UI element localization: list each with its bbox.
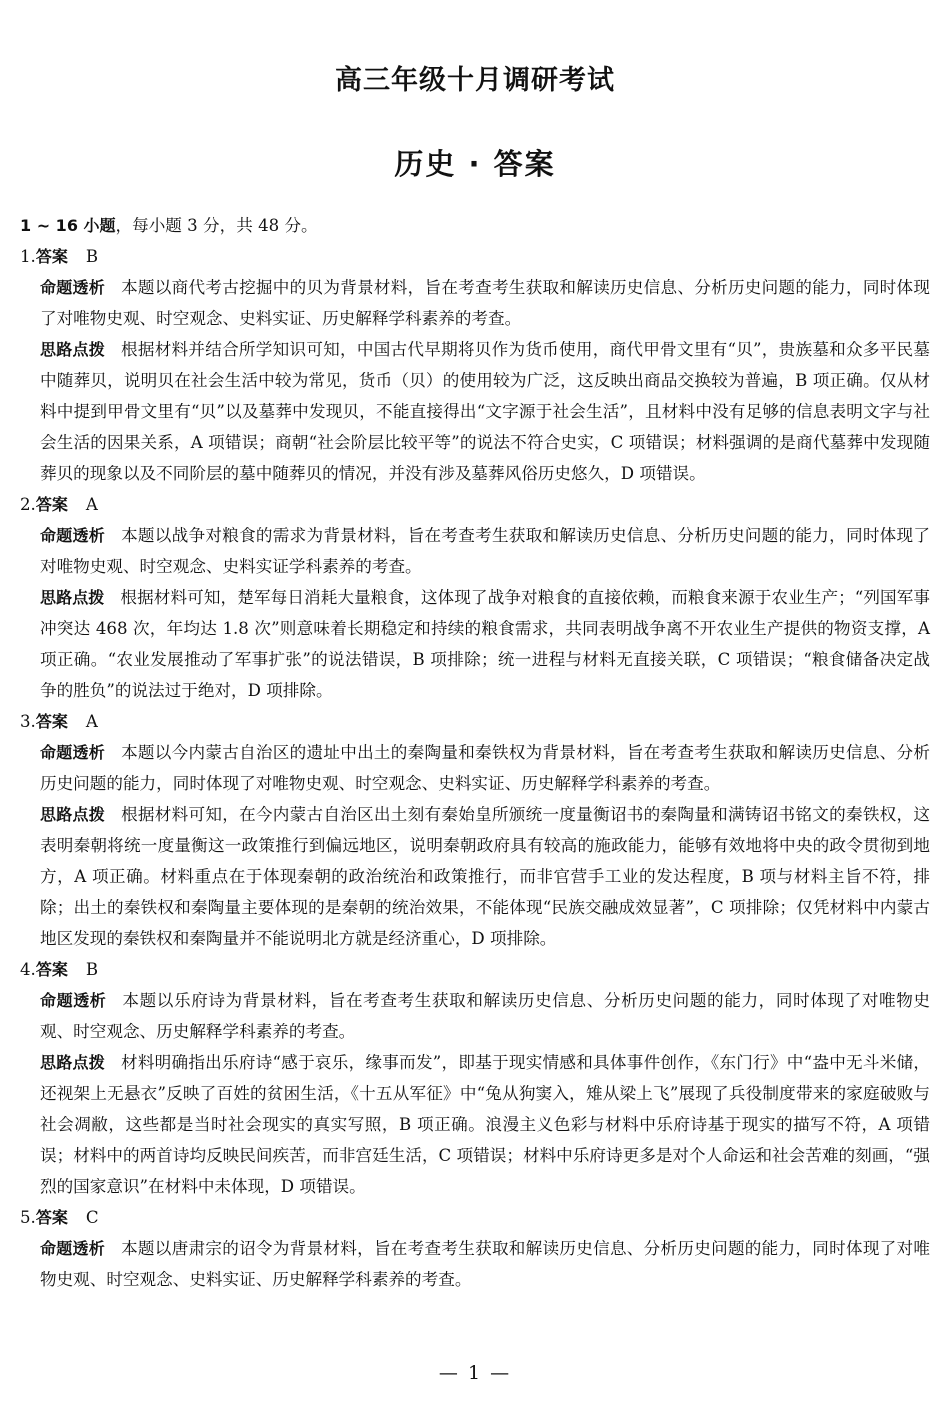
- intro-rest: ，每小题 3 分，共 48 分。: [115, 216, 318, 235]
- intent-label: 命题透析: [40, 743, 106, 762]
- intent-label: 命题透析: [40, 1239, 106, 1258]
- question-2-intent: [40, 520, 930, 582]
- question-4-intent: [40, 985, 930, 1047]
- question-1: [20, 241, 930, 489]
- question-2-analysis: [40, 582, 930, 706]
- intent-label: 命题透析: [40, 991, 107, 1010]
- answer-value: A: [85, 712, 98, 731]
- page-number: — 1 —: [438, 1362, 512, 1384]
- intent-label: 命题透析: [40, 526, 106, 545]
- analysis-text: 根据材料可知，楚军每日消耗大量粮食，这体现了战争对粮食的直接依赖，而粮食来源于农业生产；“列国军事冲突达 468 次，年均达 1.8 次”则意味着长期稳定和持续的粮食需求，共同表明战争离不开农业生产提供的物资支撑，A 项正确。“农业发展推动了军事扩张”的说法错误，B 项排除；统一进程与材料无直接关联，C 项错误；“粮食储备决定战争的胜负”的说法过于绝对，D 项排除。: [40, 588, 930, 700]
- question-3: [20, 706, 930, 954]
- question-5-answer-line: [20, 1202, 930, 1233]
- answer-content: [20, 210, 930, 1295]
- answer-value: B: [85, 247, 99, 266]
- question-2: [20, 489, 930, 706]
- page-subtitle: 历史 · 答案: [394, 147, 556, 181]
- question-number: 3.: [20, 712, 36, 731]
- answer-value: B: [85, 960, 99, 979]
- answer-value: C: [85, 1208, 99, 1227]
- question-3-analysis: [40, 799, 930, 954]
- question-5: [20, 1202, 930, 1295]
- analysis-text: 材料明确指出乐府诗“感于哀乐，缘事而发”，即基于现实情感和具体事件创作，《东门行》中“盎中无斗米储，还视架上无悬衣”反映了百姓的贫困生活，《十五从军征》中“兔从狗窦入，雉从梁上飞”展现了兵役制度带来的家庭破败与社会凋敝，这些都是当时社会现实的真实写照，B 项正确。浪漫主义色彩与材料中乐府诗基于现实的描写不符，A 项错误；材料中的两首诗均反映民间疾苦，而非宫廷生活，C 项错误；材料中乐府诗更多是对个人命运和社会苦难的刻画，“强烈的国家意识”在材料中未体现，D 项错误。: [40, 1053, 930, 1196]
- intro-range: 1 ~ 16 小题: [20, 216, 116, 235]
- analysis-text: 根据材料并结合所学知识可知，中国古代早期将贝作为货币使用，商代甲骨文里有“贝”，贵族墓和众多平民墓中随葬贝，说明贝在社会生活中较为常见，货币（贝）的使用较为广泛，这反映出商品交换较为普遍，B 项正确。仅从材料中提到甲骨文里有“贝”以及墓葬中发现贝，不能直接得出“文字源于社会生活”，且材料中没有足够的信息表明文字与社会生活的因果关系，A 项错误；商朝“社会阶层比较平等”的说法不符合史实，C 项错误；材料强调的是商代墓葬中发现随葬贝的现象以及不同阶层的墓中随葬贝的情况，并没有涉及墓葬风俗历史悠久，D 项错误。: [40, 340, 930, 483]
- question-number: 1.: [20, 247, 36, 266]
- question-3-answer-line: [20, 706, 930, 737]
- intent-text: 本题以乐府诗为背景材料，旨在考查考生获取和解读历史信息、分析历史问题的能力，同时体现了对唯物史观、时空观念、历史解释学科素养的考查。: [40, 991, 930, 1041]
- question-4: [20, 954, 930, 1202]
- analysis-label: 思路点拨: [40, 1053, 105, 1072]
- page-title: 高三年级十月调研考试: [335, 65, 615, 96]
- analysis-label: 思路点拨: [40, 340, 106, 359]
- intent-text: 本题以商代考古挖掘中的贝为背景材料，旨在考查考生获取和解读历史信息、分析历史问题的能力，同时体现了对唯物史观、时空观念、史料实证、历史解释学科素养的考查。: [40, 278, 930, 328]
- question-number: 4.: [20, 960, 36, 979]
- section-intro: [20, 210, 930, 241]
- question-1-answer-line: [20, 241, 930, 272]
- question-4-analysis: [40, 1047, 930, 1202]
- answer-label: 答案: [35, 495, 68, 514]
- question-number: 5.: [20, 1208, 36, 1227]
- analysis-text: 根据材料可知，在今内蒙古自治区出土刻有秦始皇所颁统一度量衡诏书的秦陶量和满铸诏书铭文的秦铁权，这表明秦朝将统一度量衡这一政策推行到偏远地区，说明秦朝政府具有较高的施政能力，能够有效地将中央的政令贯彻到地方，A 项正确。材料重点在于体现秦朝的政治统治和政策推行，而非官营手工业的发达程度，B 项与材料主旨不符，排除；出土的秦铁权和秦陶量主要体现的是秦朝的统治效果，不能体现“民族交融成效显著”，C 项排除；仅凭材料中内蒙古地区发现的秦铁权和秦陶量并不能说明北方就是经济重心，D 项排除。: [40, 805, 930, 948]
- question-2-answer-line: [20, 489, 930, 520]
- intent-text: 本题以唐肃宗的诏令为背景材料，旨在考查考生获取和解读历史信息、分析历史问题的能力，同时体现了对唯物史观、时空观念、史料实证、历史解释学科素养的考查。: [40, 1239, 930, 1289]
- answer-label: 答案: [35, 1208, 68, 1227]
- answer-label: 答案: [35, 712, 68, 731]
- analysis-label: 思路点拨: [40, 588, 105, 607]
- question-1-analysis: [40, 334, 930, 489]
- question-5-intent: [40, 1233, 930, 1295]
- question-3-intent: [40, 737, 930, 799]
- analysis-label: 思路点拨: [40, 805, 106, 824]
- question-1-intent: [40, 272, 930, 334]
- intent-text: 本题以今内蒙古自治区的遗址中出土的秦陶量和秦铁权为背景材料，旨在考查考生获取和解读历史信息、分析历史问题的能力，同时体现了对唯物史观、时空观念、史料实证、历史解释学科素养的考查。: [40, 743, 930, 793]
- intent-label: 命题透析: [40, 278, 106, 297]
- question-number: 2.: [20, 495, 36, 514]
- answer-value: A: [85, 495, 98, 514]
- question-4-answer-line: [20, 954, 930, 985]
- answer-label: 答案: [35, 960, 68, 979]
- intent-text: 本题以战争对粮食的需求为背景材料，旨在考查考生获取和解读历史信息、分析历史问题的能力，同时体现了对唯物史观、时空观念、史料实证学科素养的考查。: [40, 526, 930, 576]
- answer-label: 答案: [35, 247, 68, 266]
